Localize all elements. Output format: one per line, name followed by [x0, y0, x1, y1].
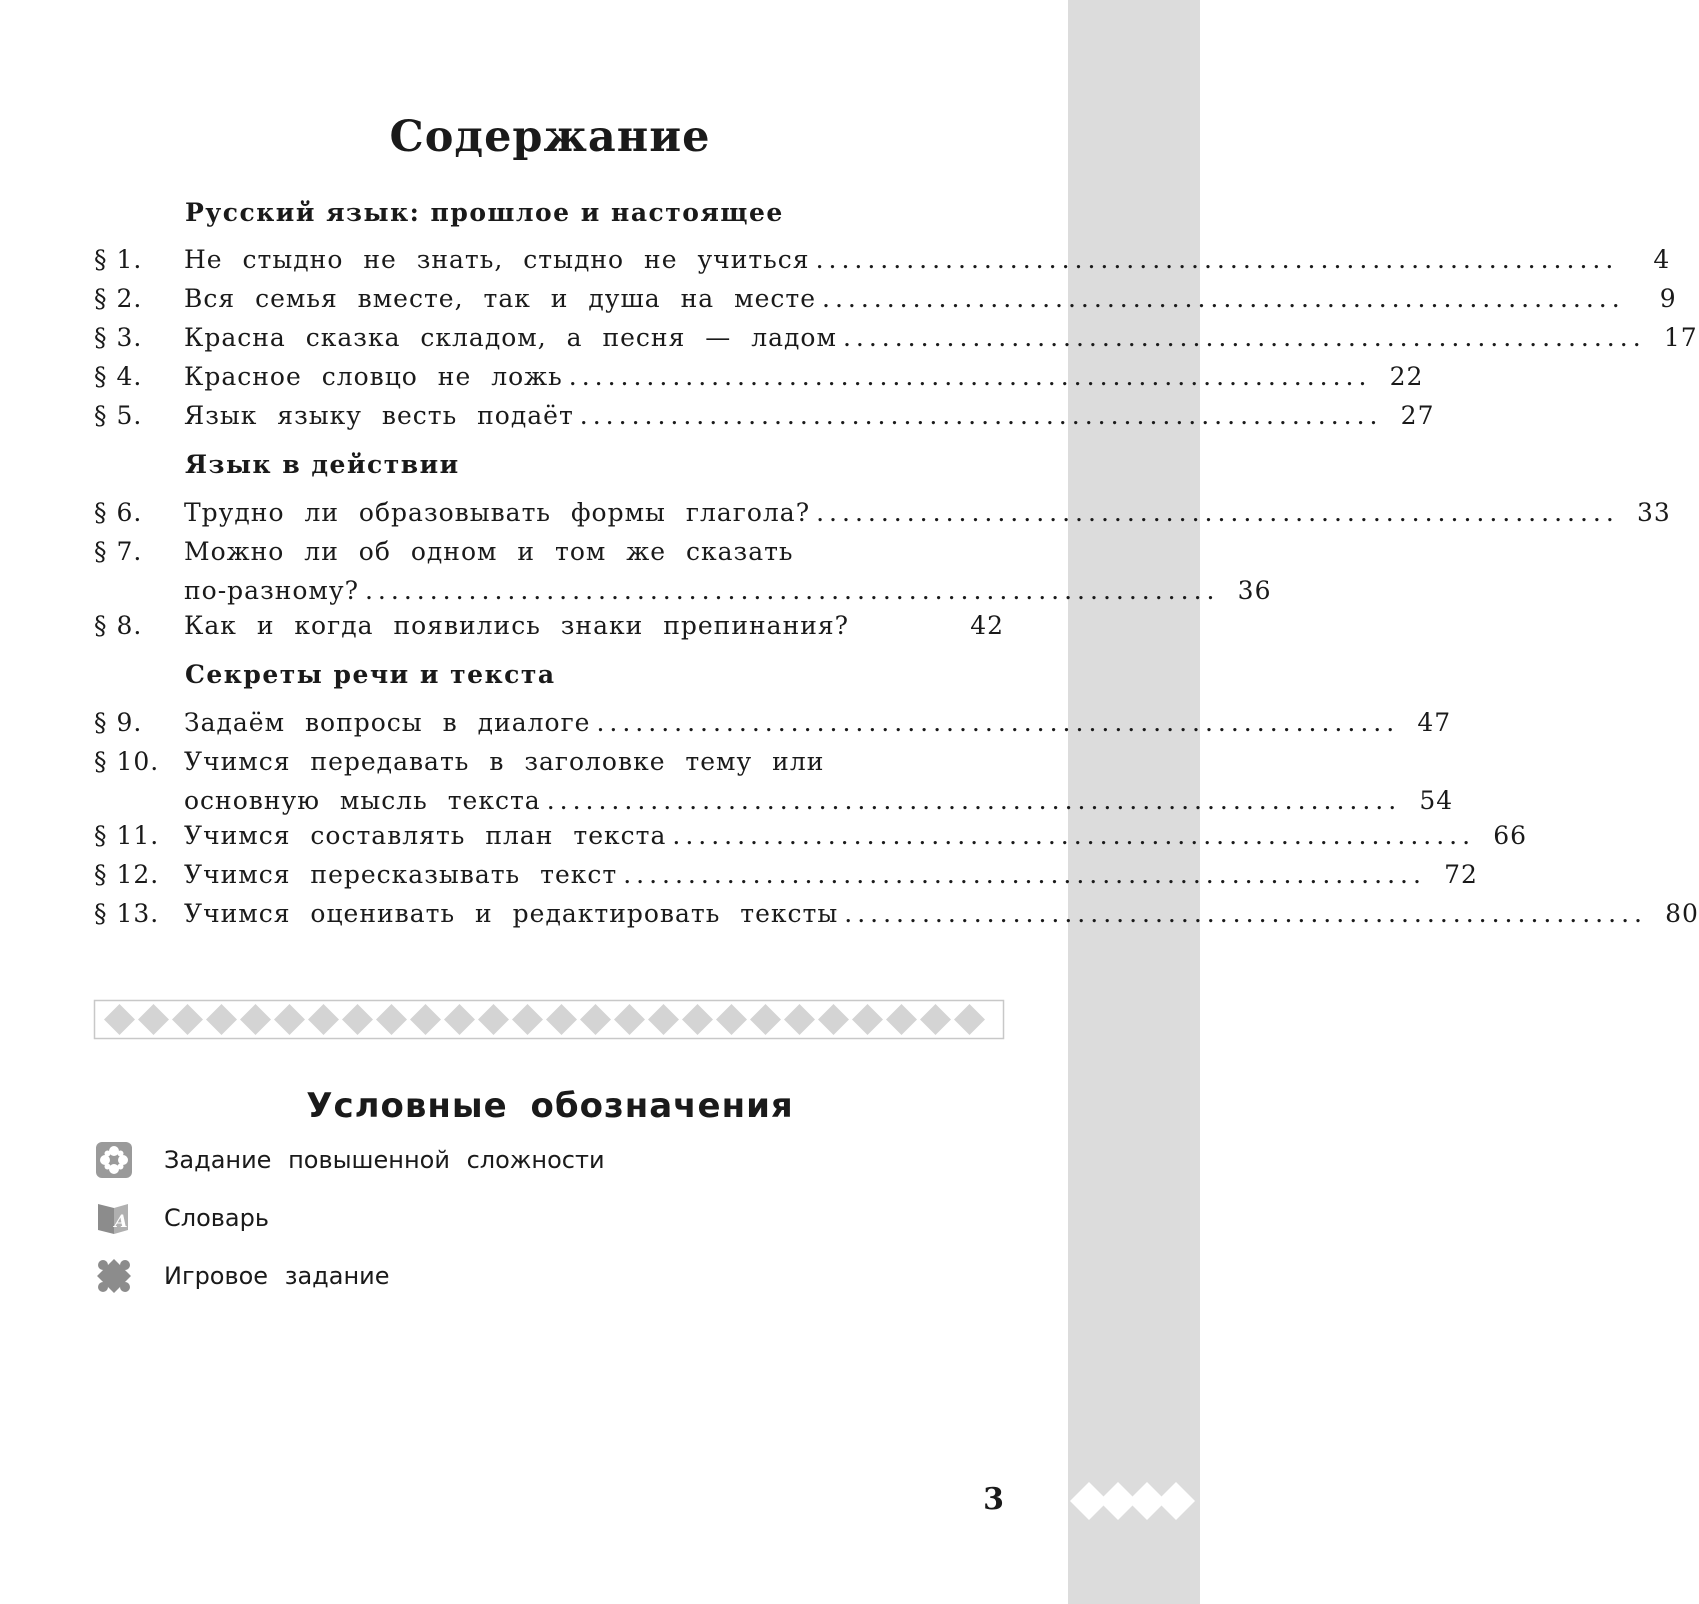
entry-title: Трудно ли образовывать формы глагола? [184, 498, 811, 527]
diamond-divider-band [94, 1000, 1004, 1039]
entry-number: § 11. [94, 821, 160, 850]
entry-title: Не стыдно не знать, стыдно не учиться [184, 245, 810, 274]
entry-title: Как и когда появились знаки препинания? [184, 611, 850, 640]
entry-title: Учимся пересказывать текст [184, 860, 618, 889]
book-icon-letter: A [114, 1212, 128, 1232]
toc-list [94, 498, 1671, 650]
entry-number: § 7. [94, 537, 143, 566]
leader-dots: .................................................................. [546, 786, 1402, 815]
leader-dots: .............................................................. [579, 401, 1383, 430]
section-heading: Язык в действии [185, 450, 460, 479]
entry-title: Красное словцо не ложь [184, 362, 563, 391]
toc-list [94, 708, 1699, 938]
leader-dots: .............................................................. [568, 362, 1372, 391]
entry-number: § 3. [94, 323, 143, 352]
legend-item-dictionary [94, 1198, 269, 1238]
entry-page: 47 [1417, 708, 1452, 737]
toc-list [94, 245, 1698, 440]
leader-dots: .............................................................. [672, 821, 1476, 850]
toc-entry[interactable] [94, 611, 1004, 650]
leader-dots: .................................................................. [364, 576, 1220, 605]
entry-page: 33 [1637, 498, 1671, 527]
toc-entry[interactable] [94, 821, 1528, 860]
entry-page: 9 [1659, 284, 1677, 313]
legend-title: Условные обозначения [306, 1086, 794, 1126]
section-heading: Русский язык: прошлое и настоящее [185, 198, 784, 227]
toc-entry[interactable] [94, 323, 1698, 362]
entry-page: 22 [1389, 362, 1424, 391]
legend-item-game-task [94, 1256, 390, 1296]
entry-title-continued: по-разному? [184, 576, 359, 605]
leader-dots: .............................................................. [623, 860, 1426, 889]
entry-title: Можно ли об одном и том же сказать [184, 537, 794, 566]
entry-title: Язык языку весть подаёт [184, 401, 574, 430]
entry-page: 54 [1419, 786, 1454, 815]
entry-number: § 10. [94, 747, 160, 776]
puzzle-icon [94, 1256, 134, 1296]
entry-page: 80 [1665, 899, 1699, 928]
section-heading: Секреты речи и текста [185, 660, 556, 689]
legend-label: Словарь [164, 1204, 270, 1232]
entry-number: § 9. [94, 708, 143, 737]
toc-entry[interactable] [94, 708, 1452, 747]
toc-entry[interactable] [94, 747, 1004, 786]
entry-number: § 6. [94, 498, 143, 527]
entry-page: 36 [1237, 576, 1272, 605]
book-icon [94, 1198, 134, 1238]
entry-title-continued: основную мысль текста [184, 786, 541, 815]
legend-label: Игровое задание [164, 1262, 390, 1290]
entry-number: § 13. [94, 899, 160, 928]
toc-entry[interactable] [94, 899, 1699, 938]
entry-number: § 2. [94, 284, 143, 313]
side-diamond-ornament [1068, 1477, 1200, 1525]
page-title: Содержание [389, 112, 711, 162]
leader-dots: .............................................................. [815, 245, 1619, 274]
toc-entry[interactable] [94, 860, 1478, 899]
entry-page: 27 [1400, 401, 1435, 430]
entry-page: 42 [970, 611, 1004, 640]
entry-page: 4 [1653, 245, 1671, 274]
toc-entry[interactable] [94, 284, 1677, 323]
toc-entry[interactable] [94, 245, 1671, 284]
toc-entry[interactable] [94, 401, 1435, 440]
entry-number: § 4. [94, 362, 143, 391]
toc-entry-continuation[interactable] [94, 786, 1454, 821]
page-number: 3 [983, 1482, 1004, 1517]
leader-dots: .............................................................. [842, 323, 1646, 352]
entry-title: Вся семья вместе, так и душа на месте [184, 284, 816, 313]
entry-number: § 8. [94, 611, 143, 640]
entry-title: Учимся составлять план текста [184, 821, 667, 850]
entry-page: 17 [1663, 323, 1698, 352]
leader-dots: .............................................................. [844, 899, 1647, 928]
entry-number: § 5. [94, 401, 143, 430]
toc-entry-continuation[interactable] [94, 576, 1272, 611]
entry-title: Красна сказка складом, а песня — ладом [184, 323, 837, 352]
legend-label: Задание повышенной сложности [164, 1146, 605, 1174]
entry-title: Учимся оценивать и редактировать тексты [184, 899, 839, 928]
entry-number: § 1. [94, 245, 143, 274]
toc-entry[interactable] [94, 362, 1424, 401]
entry-title: Задаём вопросы в диалоге [184, 708, 591, 737]
toc-entry[interactable] [94, 498, 1671, 537]
flower-icon [94, 1140, 134, 1180]
entry-title: Учимся передавать в заголовке тему или [184, 747, 825, 776]
entry-page: 66 [1493, 821, 1528, 850]
toc-entry[interactable] [94, 537, 1004, 576]
legend-item-hard-task [94, 1140, 605, 1180]
leader-dots: .............................................................. [596, 708, 1400, 737]
leader-dots: .............................................................. [816, 498, 1619, 527]
entry-number: § 12. [94, 860, 160, 889]
entry-page: 72 [1444, 860, 1478, 889]
leader-dots: .............................................................. [822, 284, 1625, 313]
